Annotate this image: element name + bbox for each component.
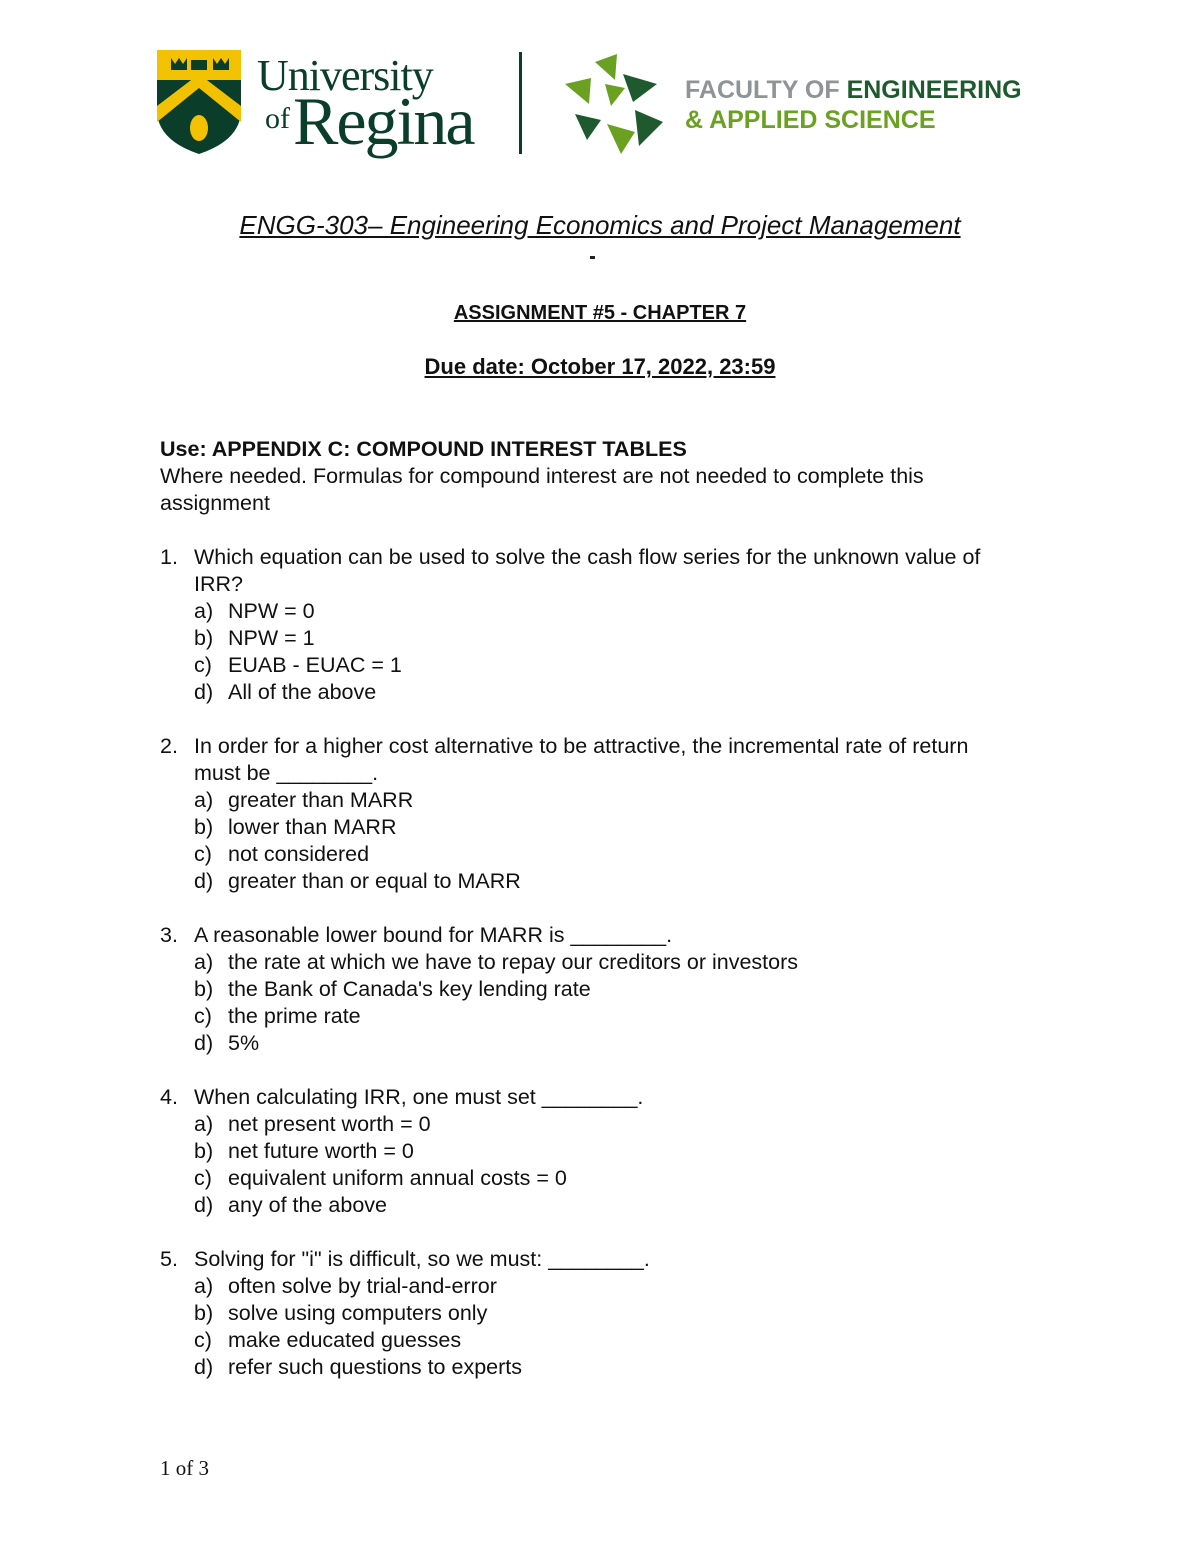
option-text: make educated guesses (228, 1328, 462, 1352)
option-letter: a) (194, 950, 214, 974)
option-letter: d) (194, 680, 214, 704)
option-text: often solve by trial-and-error (228, 1274, 497, 1298)
instruction-note: Where needed. Formulas for compound interest are not needed to complete this assignment (160, 464, 924, 515)
due-date: Due date: October 17, 2022, 23:59 (424, 354, 776, 379)
question-text: A reasonable lower bound for MARR is ________. (194, 923, 673, 947)
answer-option (194, 1192, 1020, 1219)
answer-option (194, 1354, 1020, 1381)
option-text: the Bank of Canada's key lending rate (228, 977, 591, 1001)
question-1 (160, 544, 1020, 706)
question-list (160, 544, 1020, 1381)
option-letter: d) (194, 1031, 214, 1055)
logo-regina-text: Regina (293, 83, 474, 159)
option-letter: d) (194, 869, 214, 893)
option-text: NPW = 1 (228, 626, 315, 650)
answer-option (194, 1138, 1020, 1165)
university-crest-icon (157, 50, 241, 154)
option-text: net future worth = 0 (228, 1139, 414, 1163)
answer-option (194, 841, 1020, 868)
answer-option (194, 1327, 1020, 1354)
answer-option (194, 1273, 1020, 1300)
logo-divider (519, 52, 522, 154)
question-2 (160, 733, 1020, 895)
option-text: greater than MARR (228, 788, 414, 812)
answer-option (194, 1003, 1020, 1030)
answer-option (194, 787, 1020, 814)
option-letter: c) (194, 842, 212, 866)
decorative-dot (590, 256, 595, 259)
option-letter: c) (194, 1328, 212, 1352)
logo-of-text: of (265, 102, 290, 135)
option-letter: c) (194, 1166, 212, 1190)
question-number: 4. (160, 1085, 178, 1109)
option-letter: b) (194, 815, 214, 839)
answer-option (194, 625, 1020, 652)
assignment-heading: ASSIGNMENT #5 - CHAPTER 7 (453, 302, 747, 324)
option-letter: d) (194, 1355, 214, 1379)
use-instruction: Use: APPENDIX C: COMPOUND INTEREST TABLES (160, 437, 687, 461)
question-3 (160, 922, 1020, 1057)
option-text: not considered (228, 842, 370, 866)
option-text: the prime rate (228, 1004, 361, 1028)
question-number: 2. (160, 734, 178, 758)
answer-option (194, 1165, 1020, 1192)
option-letter: a) (194, 599, 214, 623)
option-letter: b) (194, 626, 214, 650)
option-letter: b) (194, 977, 214, 1001)
option-text: net present worth = 0 (228, 1112, 431, 1136)
answer-option (194, 814, 1020, 841)
assignment-content (160, 436, 1020, 1381)
question-5 (160, 1246, 1020, 1381)
option-letter: b) (194, 1139, 214, 1163)
option-letter: c) (194, 653, 212, 677)
question-text: In order for a higher cost alternative to be attractive, the incremental rate of return must be ________. (194, 734, 969, 785)
faculty-logo-icon (565, 54, 669, 154)
option-letter: c) (194, 1004, 212, 1028)
option-text: lower than MARR (228, 815, 397, 839)
option-text: the rate at which we have to repay our creditors or investors (228, 950, 799, 974)
question-number: 5. (160, 1247, 178, 1271)
option-letter: a) (194, 1112, 214, 1136)
answer-option (194, 976, 1020, 1003)
question-4 (160, 1084, 1020, 1219)
logo-university-text: University (257, 51, 433, 100)
option-text: refer such questions to experts (228, 1355, 522, 1379)
question-number: 3. (160, 923, 178, 947)
page-number: 1 of 3 (160, 1456, 209, 1480)
option-text: greater than or equal to MARR (228, 869, 521, 893)
answer-option (194, 1111, 1020, 1138)
faculty-name-line2: & APPLIED SCIENCE (685, 106, 936, 134)
question-text: When calculating IRR, one must set ________. (194, 1085, 644, 1109)
option-letter: d) (194, 1193, 214, 1217)
answer-option (194, 652, 1020, 679)
course-title: ENGG-303– Engineering Economics and Project Management (239, 210, 961, 240)
faculty-name-line1: FACULTY OF ENGINEERING (685, 76, 1022, 104)
answer-option (194, 868, 1020, 895)
option-letter: a) (194, 788, 214, 812)
answer-option (194, 1300, 1020, 1327)
page-header (157, 50, 1027, 159)
question-text: Which equation can be used to solve the cash flow series for the unknown value of IRR? (194, 545, 981, 596)
option-text: 5% (228, 1031, 260, 1055)
option-text: All of the above (228, 680, 377, 704)
answer-option (194, 598, 1020, 625)
answer-option (194, 1030, 1020, 1057)
answer-option (194, 949, 1020, 976)
option-text: EUAB - EUAC = 1 (228, 653, 402, 677)
question-text: Solving for "i" is difficult, so we must: ________. (194, 1247, 650, 1271)
answer-option (194, 679, 1020, 706)
option-text: solve using computers only (228, 1301, 488, 1325)
option-letter: b) (194, 1301, 214, 1325)
option-letter: a) (194, 1274, 214, 1298)
question-number: 1. (160, 545, 178, 569)
option-text: equivalent uniform annual costs = 0 (228, 1166, 567, 1190)
option-text: any of the above (228, 1193, 387, 1217)
option-text: NPW = 0 (228, 599, 315, 623)
